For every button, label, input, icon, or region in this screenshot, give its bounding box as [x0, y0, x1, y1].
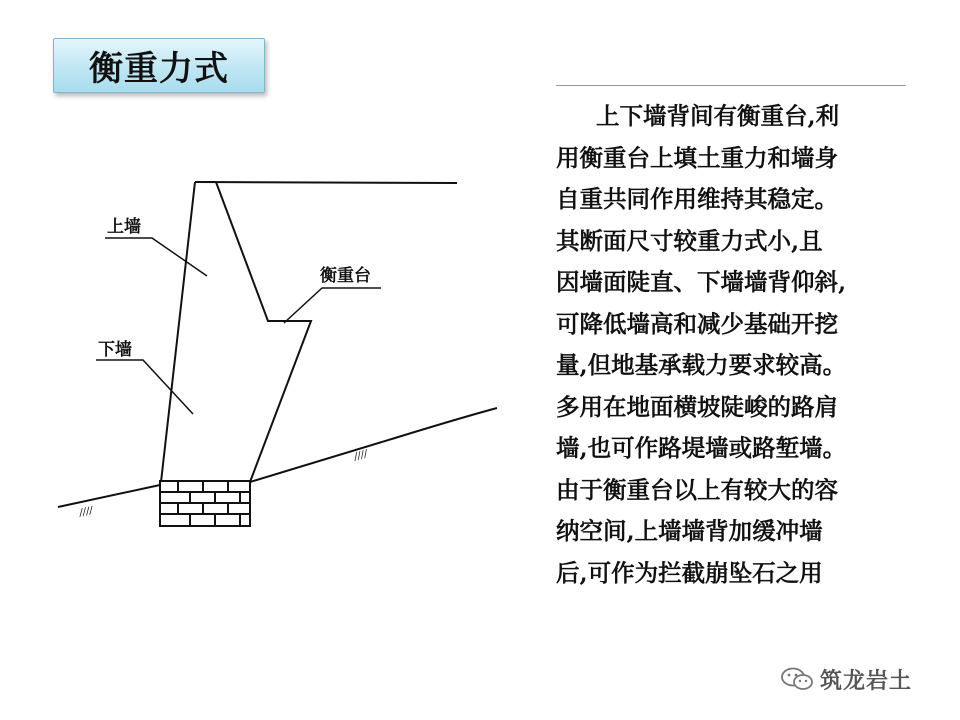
description-line: 其断面尺寸较重力式小,且	[556, 226, 823, 255]
lower-wall-leader	[96, 360, 193, 414]
balance-platform-label: 衡重台	[320, 266, 371, 286]
description-line: 多用在地面横坡陡峻的路肩	[556, 392, 838, 421]
watermark-text: 筑龙岩土	[820, 668, 913, 694]
description-line: 纳空间,上墙墙背加缓冲墙	[556, 517, 823, 545]
description-line: 由于衡重台以上有较大的容	[556, 475, 838, 504]
slope-hatch-left: ////	[78, 505, 94, 519]
wechat-icon	[780, 666, 814, 692]
watermark	[780, 664, 912, 694]
description-line: 因墙面陡直、下墙墙背仰斜,	[556, 268, 847, 296]
upper-wall-leader	[105, 238, 207, 276]
description-line: 用衡重台上填土重力和墙身	[556, 143, 838, 172]
top-ground-line	[195, 182, 457, 183]
description-line: 可降低墙高和减少基础开挖	[556, 309, 838, 338]
description-line: 量,但地基承载力要求较高。	[556, 351, 847, 379]
description-line: 上下墙背间有衡重台,利	[596, 102, 840, 130]
balance-platform-leader	[284, 288, 381, 323]
page-title: 衡重力式	[89, 49, 229, 89]
ground-slope-right	[250, 408, 497, 482]
slope-hatch-right: ////	[352, 448, 369, 463]
ground-slope-left	[58, 485, 160, 507]
description-text	[556, 96, 901, 594]
description-line: 墙,也可作路堤墙或路堑墙。	[556, 434, 847, 462]
wall-outline	[161, 182, 311, 482]
description-line: 后,可作为拦截崩坠石之用	[556, 558, 823, 587]
foundation-block	[160, 481, 250, 526]
description-line: 自重共同作用维持其稳定。	[556, 185, 838, 213]
lower-wall-label: 下墙	[98, 340, 132, 360]
text-divider	[556, 85, 906, 86]
upper-wall-label: 上墙	[107, 217, 141, 237]
